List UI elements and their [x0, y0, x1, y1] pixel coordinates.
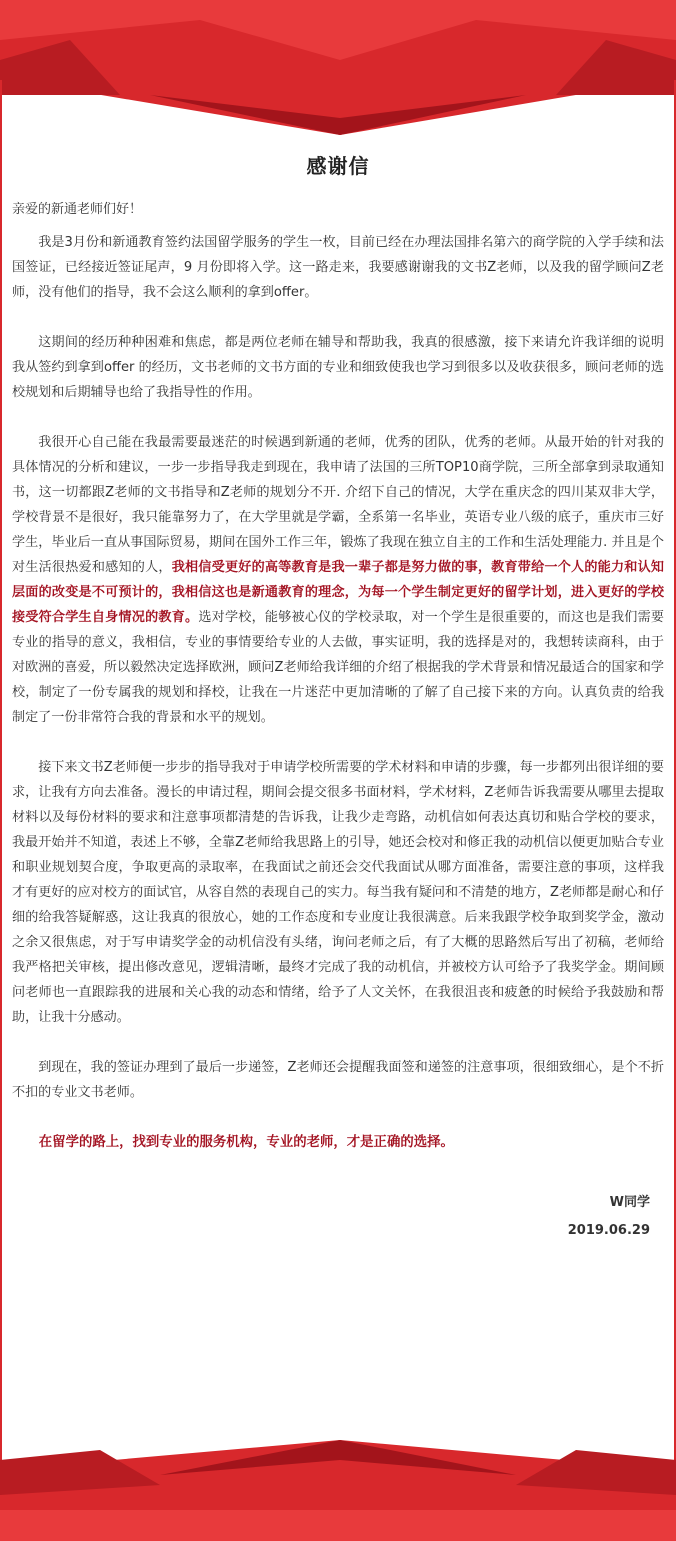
paragraph-3-rest: 选对学校，能够被心仪的学校录取，对一个学生是很重要的，而这也是我们需要专业的指导的意义，我相信，专业的事情要给专业的人去做，事实证明，我的选择是对的，我想转读商科，由于对欧洲的喜爱，所以毅然决定选择欧洲，顾问Z老师给我详细的介绍了根据我的学术背景和情况最适合的国家和学校，制定了一份专属我的规划和择校，让我在一片迷茫中更加清晰的了解了自己接下来的方向。认真负责的给我制定了一份非常符合我的背景和水平的规划。	[12, 610, 665, 725]
paragraph-3-highlight: 我相信受更好的高等教育是我一辈子都是努力做的事，教育带给一个人的能力和认知层面的改变是不可预计的，我相信这也是新通教育的理念，为每一个学生制定更好的留学计划，进入更好的学校接受符合学生自身情况的教育。	[12, 560, 665, 625]
paragraph-3	[12, 430, 664, 730]
paragraph-5: 到现在，我的签证办理到了最后一步递签，Z老师还会提醒我面签和递签的注意事项，很细致细心，是个不折不扣的专业文书老师。	[12, 1060, 664, 1100]
left-border-line	[0, 80, 2, 1480]
bottom-ribbon-banner	[0, 1430, 676, 1541]
letter-body	[12, 150, 664, 1245]
greeting: 亲爱的新通老师们好！	[12, 202, 143, 217]
paragraph-2: 这期间的经历种种困难和焦虑，都是两位老师在辅导和帮助我，我真的很感激，接下来请允许我详细的说明我从签约到拿到offer 的经历，文书老师的文书方面的专业和细致使我也学习到很多以及收获很多，顾问老师的选校规划和后期辅导也给了我指导性的作用。	[12, 335, 664, 400]
paragraph-3-intro: 我很开心自己能在我最需要最迷茫的时候遇到新通的老师，优秀的团队，优秀的老师。从最开始的针对我的具体情况的分析和建议，一步一步指导我走到现在，我申请了法国的三所TOP10商学院，三所全部拿到录取通知书，这一切都跟Z老师的文书指导和Z老师的规划分不开. 介绍下自己的情况，大学在重庆念的四川某双非大学，学校背景不是很好，我只能靠努力了，在大学里就是学霸，全系第一名毕业，英语专业八级的底子，重庆市三好学生，毕业后一直从事国际贸易，期间在国外工作三年，锻炼了我现在独立自主的工作和生活处理能力. 并且是个对生活很热爱和感知的人，	[12, 435, 664, 575]
letter-title: 感谢信	[306, 154, 370, 178]
paragraph-1: 我是3月份和新通教育签约法国留学服务的学生一枚，目前已经在办理法国排名第六的商学院的入学手续和法国签证，已经接近签证尾声，9 月份即将入学。这一路走来，我要感谢谢我的文书Z老师，以及我的留学顾问Z老师，没有他们的指导，我不会这么顺利的拿到offer。	[12, 235, 664, 300]
signature: W同学	[609, 1195, 650, 1210]
paragraph-4: 接下来文书Z老师便一步步的指导我对于申请学校所需要的学术材料和申请的步骤，每一步都列出很详细的要求，让我有方向去准备。漫长的申请过程，期间会提交很多书面材料，学术材料，Z老师告诉我需要从哪里去提取材料以及每份材料的要求和注意事项都清楚的告诉我，让我少走弯路，动机信如何表达真切和贴合学校的要求，我最开始并不知道，表述上不够，全靠Z老师给我思路上的引导，她还会校对和修正我的动机信以便更加贴合专业和职业规划契合度，争取更高的录取率，在我面试之前还会交代我面试从哪方面准备，需要注意的事项，这样我才有更好的应对校方的面试官，从容自然的表现自己的实力。每当我有疑问和不清楚的地方，Z老师都是耐心和仔细的给我答疑解惑，这让我真的很放心，她的工作态度和专业度让我很满意。后来我跟学校争取到奖学金，激动之余又很焦虑，对于写申请奖学金的动机信没有头绪，询问老师之后，有了大概的思路然后写出了初稿，老师给我严格把关审核，提出修改意见，逻辑清晰，最终才完成了我的动机信，并被校方认可给予了我奖学金。期间顾问老师也一直跟踪我的进展和关心我的动态和情绪，给予了人文关怀，在我很沮丧和疲惫的时候给予我鼓励和帮助，让我十分感动。	[12, 760, 664, 1025]
closing-statement: 在留学的路上，找到专业的服务机构，专业的老师，才是正确的选择。	[38, 1135, 454, 1150]
top-ribbon-banner	[0, 0, 676, 140]
letter-date: 2019.06.29	[567, 1223, 650, 1238]
